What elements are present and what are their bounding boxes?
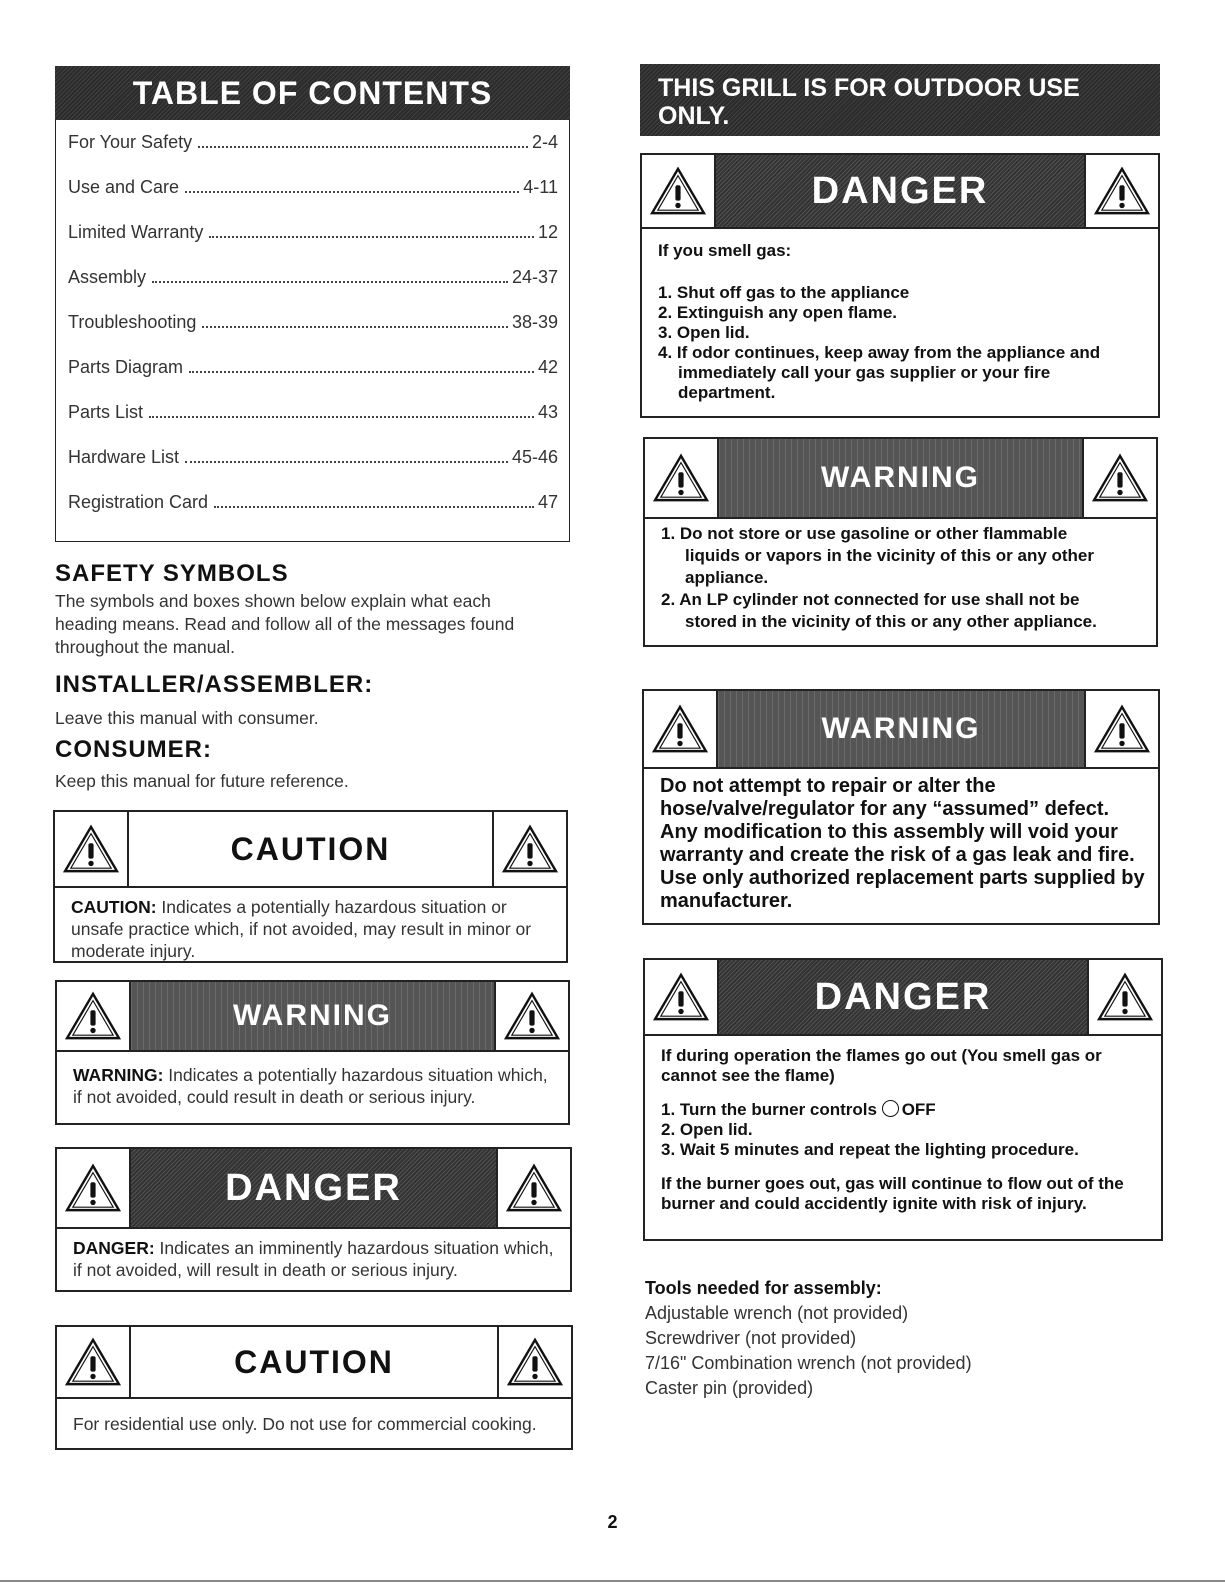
warning-triangle-icon <box>1084 691 1158 767</box>
caution-box <box>53 810 568 963</box>
toc-leader-dots <box>185 461 508 463</box>
toc-item-page: 45-46 <box>511 447 558 467</box>
tool-item: Screwdriver (not provided) <box>645 1328 857 1348</box>
warning-storage-item: stored in the vicinity of this or any other appliance. <box>685 612 1097 631</box>
warning-triangle-icon <box>1084 155 1158 227</box>
tool-item: 7/16" Combination wrench (not provided) <box>645 1353 972 1373</box>
toc-item-label: Parts List <box>68 402 144 422</box>
toc-leader-dots <box>149 416 534 418</box>
toc-item-label: Registration Card <box>68 492 209 512</box>
outdoor-use-header: THIS GRILL IS FOR OUTDOOR USE ONLY. <box>640 64 1160 136</box>
danger-flame-step: 3. Wait 5 minutes and repeat the lighting procedure. <box>661 1140 1079 1159</box>
toc-list <box>68 132 558 537</box>
warning-triangle-icon <box>1087 960 1161 1034</box>
warning-title: WARNING <box>131 982 494 1050</box>
danger-flame-box <box>643 958 1163 1241</box>
toc-item-page: 12 <box>537 222 558 242</box>
toc-leader-dots <box>198 146 528 148</box>
warning-box <box>55 980 570 1125</box>
toc-leader-dots <box>209 236 534 238</box>
warning-text: WARNING: Indicates a potentially hazardous situation which, if not avoided, could result in death or serious injury. <box>73 1065 548 1107</box>
installer-heading: INSTALLER/ASSEMBLER: <box>55 671 374 698</box>
off-circle-icon <box>882 1100 899 1117</box>
warning-title: WARNING <box>719 439 1082 517</box>
toc-item-label: Use and Care <box>68 177 180 197</box>
toc-item <box>68 132 558 177</box>
danger-gas-step: 3. Open lid. <box>658 323 750 342</box>
bottom-rule <box>0 1580 1225 1582</box>
warning-storage-text <box>661 523 1144 633</box>
toc-leader-dots <box>202 326 508 328</box>
page-number: 2 <box>607 1512 618 1532</box>
installer-section <box>55 671 575 730</box>
danger-flame-step: 1. Turn the burner controls OFF <box>661 1100 936 1119</box>
danger-flame-outro: If the burner goes out, gas will continue to flow out of the burner and could accidently ignite with risk of injury. <box>661 1174 1124 1213</box>
tools-section <box>645 1276 1145 1401</box>
danger-gas-step: 1. Shut off gas to the appliance <box>658 283 910 302</box>
toc-item-label: Limited Warranty <box>68 222 204 242</box>
toc-item <box>68 222 558 267</box>
danger-title: DANGER <box>716 155 1084 227</box>
warning-triangle-icon <box>55 812 129 886</box>
toc-item <box>68 357 558 402</box>
danger-text: DANGER: Indicates an imminently hazardous situation which, if not avoided, will result in death or serious injury. <box>73 1238 554 1280</box>
danger-gas-text <box>658 241 1146 403</box>
warning-triangle-icon <box>642 155 716 227</box>
toc-item-label: Troubleshooting <box>68 312 197 332</box>
toc-title: TABLE OF CONTENTS <box>55 66 570 120</box>
warning-triangle-icon <box>496 1149 570 1227</box>
residential-caution-box <box>55 1325 573 1450</box>
toc-item-page: 38-39 <box>511 312 558 332</box>
toc-leader-dots <box>185 191 519 193</box>
caution-title: CAUTION <box>129 812 492 886</box>
warning-triangle-icon <box>492 812 566 886</box>
warning-triangle-icon <box>1082 439 1156 517</box>
safety-symbols-section <box>55 560 575 659</box>
consumer-heading: CONSUMER: <box>55 736 212 763</box>
tools-heading: Tools needed for assembly: <box>645 1278 882 1298</box>
safety-symbols-text: The symbols and boxes shown below explain what each heading means. Read and follow all of the messages found throughout the manual. <box>55 591 515 657</box>
tool-item: Adjustable wrench (not provided) <box>645 1303 909 1323</box>
toc-leader-dots <box>152 281 508 283</box>
warning-storage-item: 1. Do not store or use gasoline or other flammable <box>661 524 1068 543</box>
toc-item <box>68 492 558 537</box>
warning-storage-box <box>643 437 1158 647</box>
toc-item-page: 42 <box>537 357 558 377</box>
consumer-section <box>55 736 575 793</box>
residential-caution-text: For residential use only. Do not use for commercial cooking. <box>73 1414 537 1434</box>
toc-item <box>68 177 558 222</box>
warning-storage-item: 2. An LP cylinder not connected for use shall not be <box>661 590 1080 609</box>
toc-item-page: 2-4 <box>531 132 558 152</box>
warning-triangle-icon <box>57 982 131 1050</box>
danger-smell-gas-box <box>640 153 1160 418</box>
warning-title: WARNING <box>718 691 1084 767</box>
warning-triangle-icon <box>57 1327 131 1397</box>
danger-flame-text <box>661 1046 1149 1214</box>
danger-title: DANGER <box>131 1149 496 1227</box>
toc-item-page: 4-11 <box>523 177 558 197</box>
toc-item-page: 47 <box>537 492 558 512</box>
tool-item: Caster pin (provided) <box>645 1378 814 1398</box>
toc-leader-dots <box>214 506 534 508</box>
warning-triangle-icon <box>497 1327 571 1397</box>
toc-item <box>68 312 558 357</box>
danger-gas-step: department. <box>678 383 776 402</box>
toc-item-label: Assembly <box>68 267 147 287</box>
danger-gas-step: immediately call your gas supplier or your fire <box>678 363 1051 382</box>
toc-item-label: Hardware List <box>68 447 180 467</box>
toc-item-page: 24-37 <box>511 267 558 287</box>
warning-repair-box <box>642 689 1160 925</box>
toc-item-label: For Your Safety <box>68 132 193 152</box>
danger-flame-step: 2. Open lid. <box>661 1120 753 1139</box>
warning-triangle-icon <box>645 439 719 517</box>
caution-text: CAUTION: Indicates a potentially hazardous situation or unsafe practice which, if not avoided, may result in minor or moderate injury. <box>71 897 532 961</box>
installer-text: Leave this manual with consumer. <box>55 708 319 728</box>
danger-box <box>55 1147 572 1292</box>
toc-item <box>68 402 558 447</box>
toc-item-page: 43 <box>537 402 558 422</box>
warning-repair-text: Do not attempt to repair or alter the hose/valve/regulator for any “assumed” defect. Any modification to this assembly will void your warranty and create the risk of a gas leak and fire. Use only authorized replacement parts supplied by manufacturer. <box>660 775 1145 912</box>
warning-triangle-icon <box>57 1149 131 1227</box>
warning-storage-item: appliance. <box>685 568 769 587</box>
warning-storage-item: liquids or vapors in the vicinity of this or any other <box>685 546 1095 565</box>
danger-title: DANGER <box>719 960 1087 1034</box>
danger-gas-step: 4. If odor continues, keep away from the appliance and <box>658 343 1101 362</box>
toc-item <box>68 267 558 312</box>
danger-flame-intro: If during operation the flames go out (You smell gas or cannot see the flame) <box>661 1046 1102 1085</box>
warning-triangle-icon <box>494 982 568 1050</box>
warning-triangle-icon <box>645 960 719 1034</box>
consumer-text: Keep this manual for future reference. <box>55 771 349 791</box>
warning-triangle-icon <box>644 691 718 767</box>
table-of-contents <box>55 66 570 542</box>
toc-item <box>68 447 558 492</box>
danger-gas-step: 2. Extinguish any open flame. <box>658 303 897 322</box>
safety-symbols-heading: SAFETY SYMBOLS <box>55 560 289 587</box>
danger-gas-intro: If you smell gas: <box>658 241 792 260</box>
caution-title: CAUTION <box>131 1327 497 1397</box>
toc-item-label: Parts Diagram <box>68 357 184 377</box>
toc-leader-dots <box>189 371 534 373</box>
